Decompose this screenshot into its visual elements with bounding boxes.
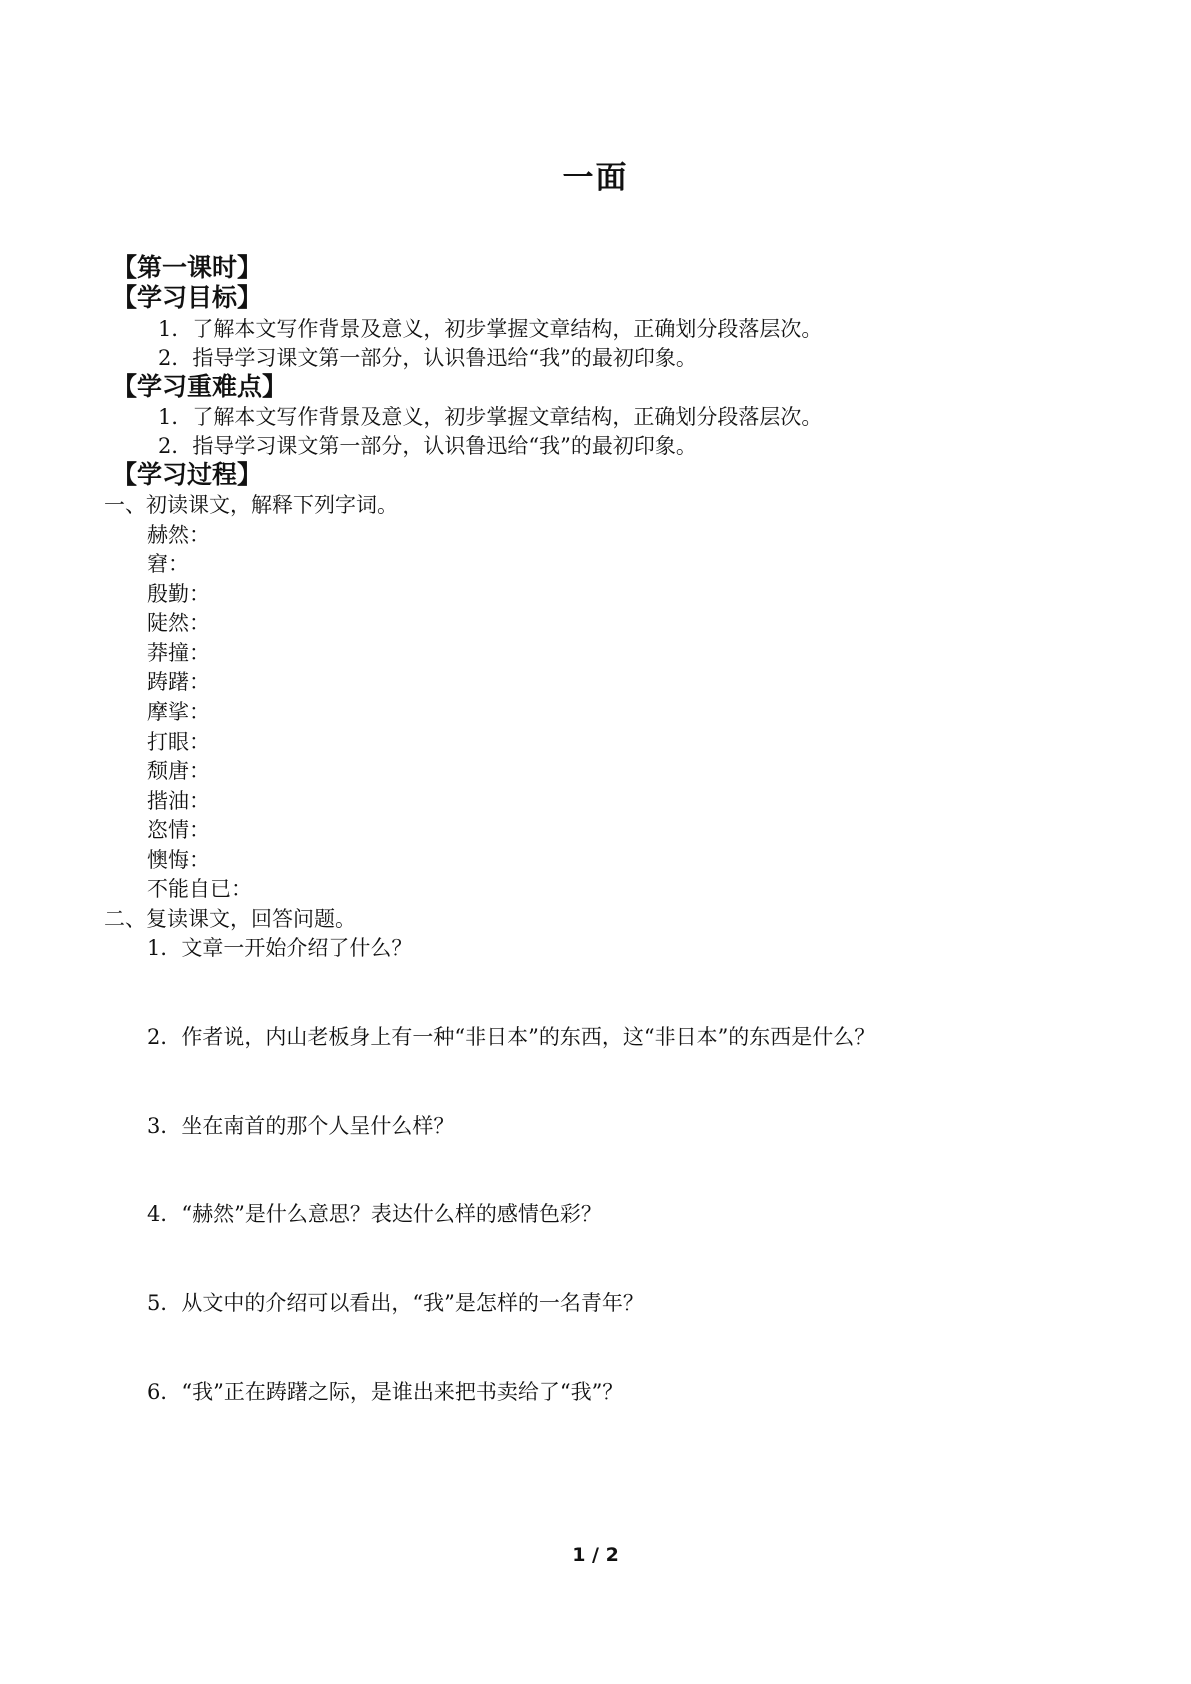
question-item: 3．坐在南首的那个人呈什么样？: [147, 1114, 455, 1138]
question-item: 1．文章一开始介绍了什么？: [147, 936, 413, 960]
vocab-item: 赫然：: [147, 523, 210, 547]
question-item: 4．“赫然”是什么意思？表达什么样的感情色彩？: [147, 1202, 602, 1226]
question-item: 5．从文中的介绍可以看出，“我”是怎样的一名青年？: [147, 1291, 644, 1315]
vocab-item: 踌躇：: [147, 670, 210, 694]
vocab-item: 揩油：: [147, 789, 210, 813]
objectives-heading: 【学习目标】: [112, 283, 263, 312]
question-item: 2．作者说，内山老板身上有一种“非日本”的东西，这“非日本”的东西是什么？: [147, 1025, 876, 1049]
lesson-tag: 【第一课时】: [112, 253, 263, 282]
vocab-item: 颓唐：: [147, 759, 210, 783]
process-heading: 【学习过程】: [112, 460, 263, 489]
page-number: 1 / 2: [572, 1544, 619, 1566]
vocab-item: 不能自已：: [147, 877, 252, 901]
objective-item: 2．指导学习课文第一部分，认识鲁迅给“我”的最初印象。: [158, 346, 697, 370]
objective-item: 1．了解本文写作背景及意义，初步掌握文章结构，正确划分段落层次。: [158, 317, 823, 341]
vocab-item: 恣情：: [147, 818, 210, 842]
vocab-item: 摩挲：: [147, 700, 210, 724]
key-point-item: 2．指导学习课文第一部分，认识鲁迅给“我”的最初印象。: [158, 434, 697, 458]
vocab-item: 打眼：: [147, 730, 210, 754]
document-title: 一面: [562, 160, 629, 196]
vocab-item: 陡然：: [147, 611, 210, 635]
key-points-heading: 【学习重难点】: [112, 372, 288, 401]
section-title: 一、初读课文，解释下列字词。: [104, 493, 398, 517]
vocab-item: 懊悔：: [147, 848, 210, 872]
vocab-item: 殷勤：: [147, 582, 210, 606]
vocab-item: 窘：: [147, 552, 189, 576]
question-item: 6．“我”正在踌躇之际，是谁出来把书卖给了“我”？: [147, 1380, 624, 1404]
key-point-item: 1．了解本文写作背景及意义，初步掌握文章结构，正确划分段落层次。: [158, 405, 823, 429]
vocab-item: 莽撞：: [147, 641, 210, 665]
section-title: 二、复读课文，回答问题。: [104, 907, 356, 931]
